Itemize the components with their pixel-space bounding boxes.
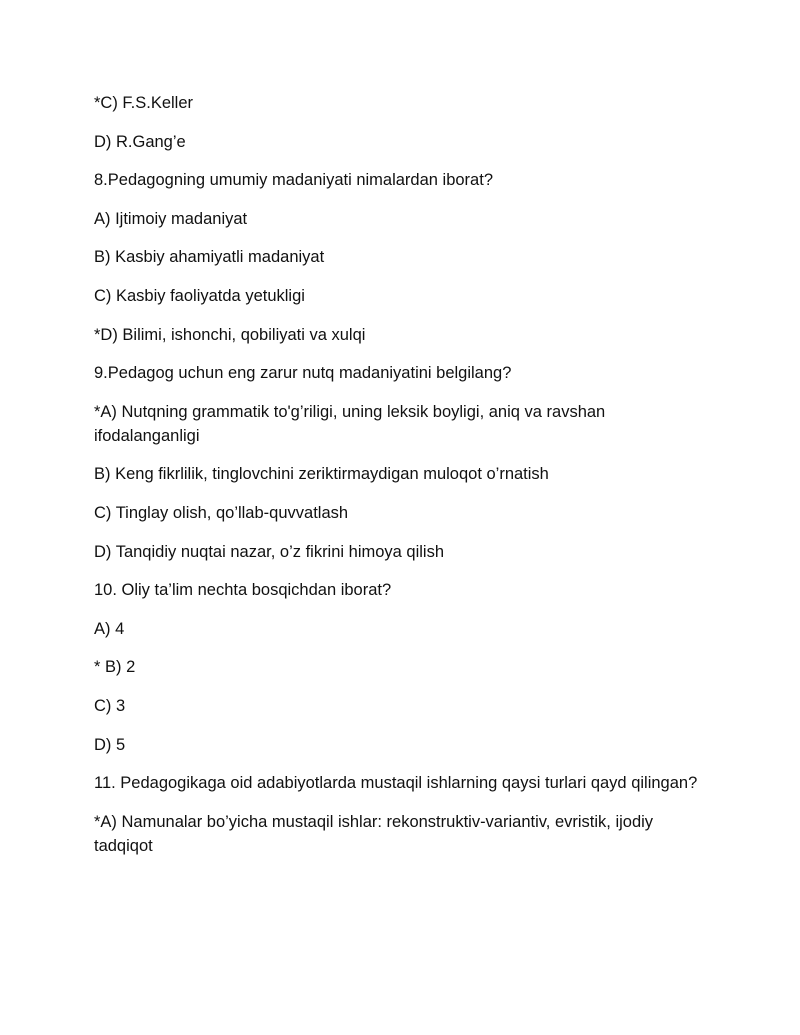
answer-option: *C) F.S.Keller — [94, 94, 194, 112]
answer-option: D) R.Gang’e — [94, 132, 186, 151]
answer-option: * B) 2 — [94, 658, 136, 677]
answer-option: B) Keng fikrlilik, tinglovchini zeriktirmaydigan muloqot o’rnatish — [94, 465, 549, 484]
question-text: 10. Oliy ta’lim nechta bosqichdan iborat? — [94, 581, 392, 600]
answer-option: A) 4 — [94, 619, 125, 638]
answer-option: *D) Bilimi, ishonchi, qobiliyati va xulqi — [94, 325, 366, 344]
question-text: 11. Pedagogikaga oid adabiyotlarda mustaqil ishlarning qaysi turlari qayd qilingan? — [94, 774, 698, 793]
answer-option: D) 5 — [94, 735, 126, 754]
answer-option: D) Tanqidiy nuqtai nazar, o’z fikrini himoya qilish — [94, 542, 445, 561]
answer-option: *A) Namunalar bo’yicha mustaqil ishlar: rekonstruktiv-variantiv, evristik, ijodiy tadqiqot — [94, 812, 654, 855]
answer-option: A) Ijtimoiy madaniyat — [94, 209, 248, 228]
question-text: 8.Pedagogning umumiy madaniyati nimalardan iborat? — [94, 171, 493, 190]
answer-option: *A) Nutqning grammatik to'g’riligi, uning leksik boyligi, aniq va ravshan ifodalanganligi — [94, 402, 606, 445]
answer-option: B) Kasbiy ahamiyatli madaniyat — [94, 248, 325, 267]
answer-option: C) Kasbiy faoliyatda yetukligi — [94, 286, 305, 305]
answer-option: C) 3 — [94, 696, 126, 715]
document-body — [94, 91, 714, 872]
question-text: 9.Pedagog uchun eng zarur nutq madaniyatini belgilang? — [94, 364, 512, 383]
answer-option: C) Tinglay olish, qo’llab-quvvatlash — [94, 503, 349, 522]
